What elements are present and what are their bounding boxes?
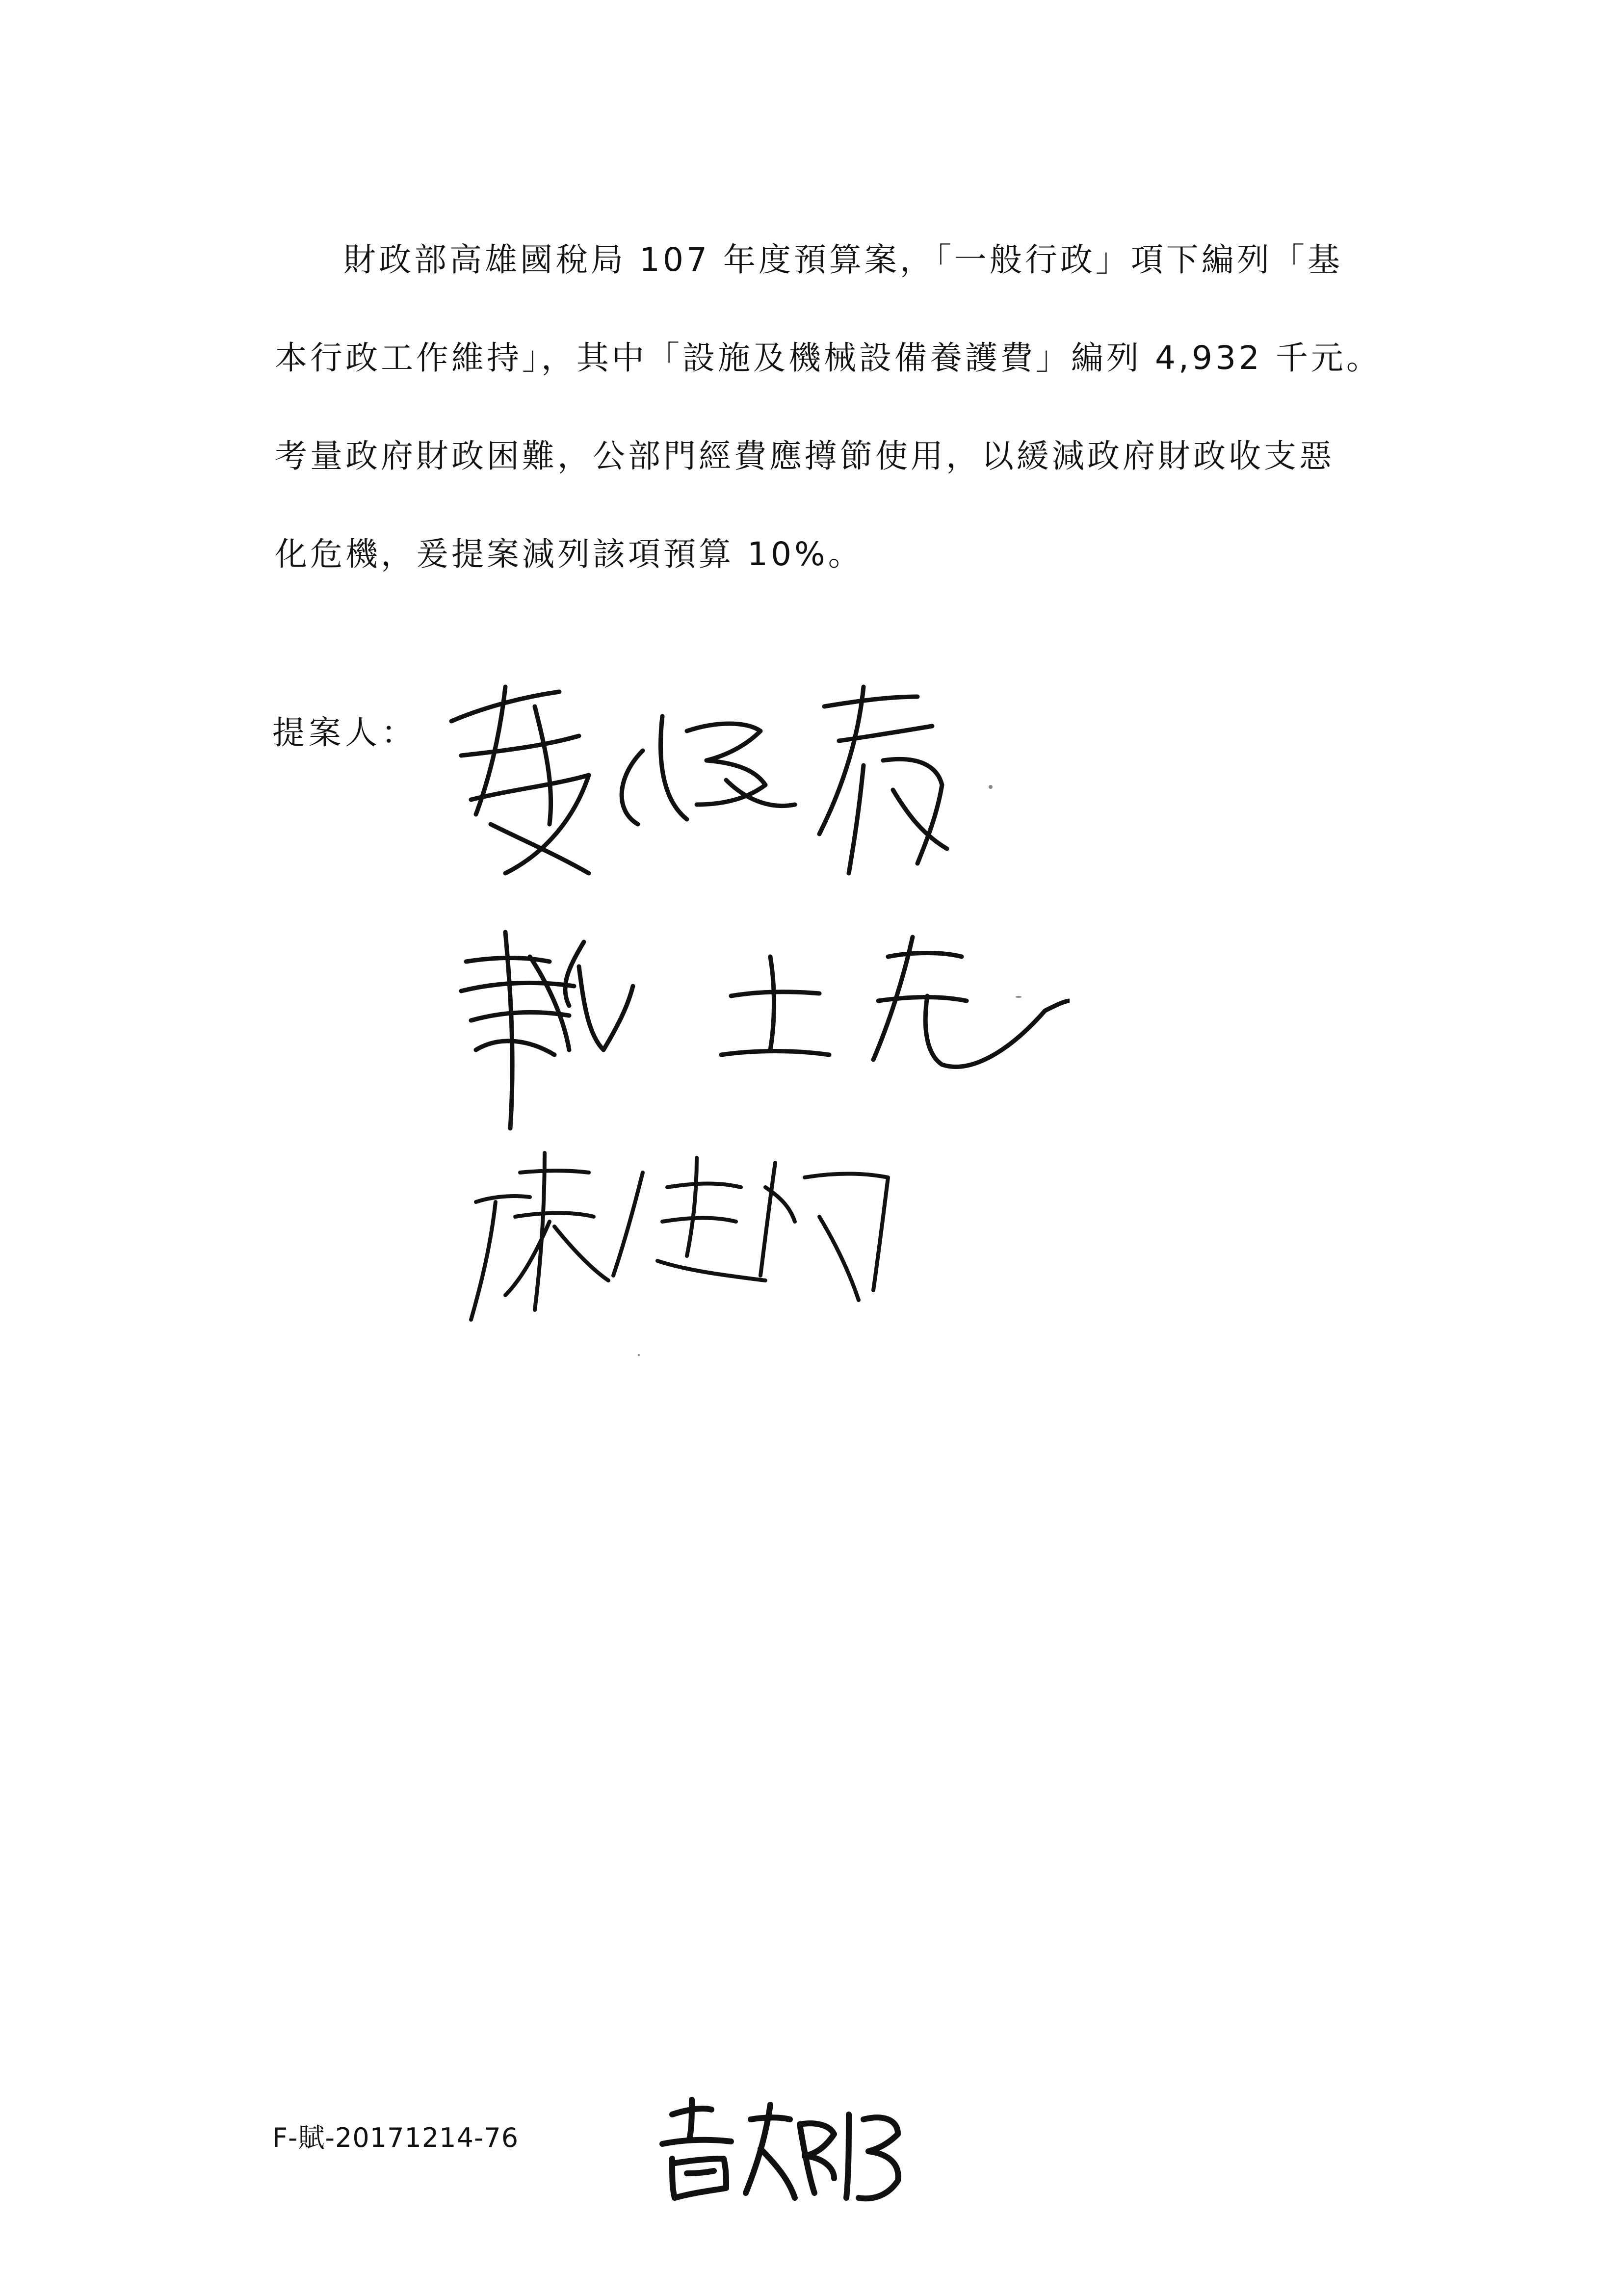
handwritten-number-label — [653, 2095, 908, 2208]
signature-1 — [432, 677, 1021, 883]
scan-speck — [638, 1354, 640, 1356]
signature-3 — [461, 1143, 903, 1330]
body-line-3: 考量政府財政困難，公部門經費應撙節使用，以緩減政府財政收支惡 — [275, 437, 1335, 475]
scan-speck — [989, 785, 993, 789]
proposer-label: 提案人： — [272, 714, 418, 752]
proposal-body — [275, 211, 1403, 603]
document-code: F-賦-20171214-76 — [272, 2122, 519, 2153]
body-line-1: 財政部高雄國稅局 107 年度預算案，「一般行政」項下編列「基 — [343, 241, 1343, 279]
body-line-4: 化危機，爰提案減列該項預算 10%。 — [275, 535, 864, 573]
body-line-2: 本行政工作維持」，其中「設施及機械設備養護費」編列 4,932 千元。 — [275, 339, 1382, 377]
scan-speck — [1016, 996, 1022, 998]
signature-2 — [456, 927, 1070, 1133]
